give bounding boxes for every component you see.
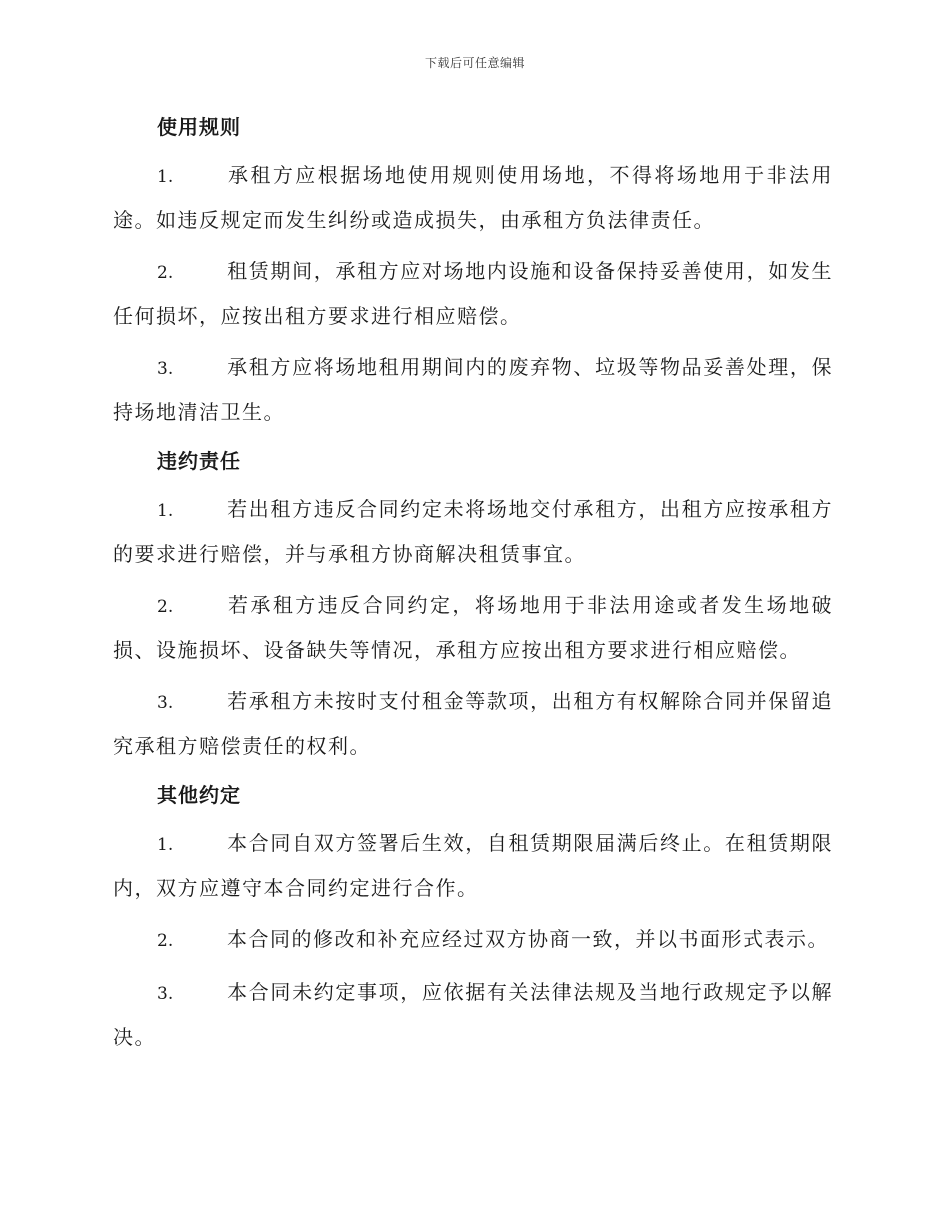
clause [113, 154, 833, 242]
clause-number: 3. [157, 693, 174, 713]
clause-number: 1. [157, 835, 174, 855]
clause-text: 若承租方未按时支付租金等款项，出租方有权解除合同并保留追究承租方赔偿责任的权利。 [113, 689, 833, 758]
clause-text: 承租方应将场地租用期间内的废弃物、垃圾等物品妥善处理，保持场地清洁卫生。 [113, 355, 833, 424]
clause-text: 本合同自双方签署后生效，自租赁期限届满后终止。在租赁期限内，双方应遵守本合同约定进行合作。 [113, 831, 833, 900]
clause-number: 1. [157, 501, 174, 521]
section-usage-rules [113, 108, 833, 434]
clause-text: 若承租方违反合同约定，将场地用于非法用途或者发生场地破损、设施损坏、设备缺失等情况，承租方应按出租方要求进行相应赔偿。 [113, 593, 833, 662]
clause-number: 3. [157, 359, 174, 379]
clause [113, 680, 833, 768]
clause-text: 若出租方违反合同约定未将场地交付承租方，出租方应按承租方的要求进行赔偿，并与承租方协商解决租赁事宜。 [113, 497, 833, 566]
section-breach-liability [113, 442, 833, 768]
clause-text: 本合同未约定事项，应依据有关法律法规及当地行政规定予以解决。 [113, 980, 833, 1049]
section-heading: 其他约定 [157, 783, 241, 807]
section-other-agreements [113, 776, 833, 1059]
clause [113, 488, 833, 576]
section-heading: 使用规则 [157, 115, 241, 139]
clause-number: 1. [157, 167, 174, 187]
clause-text: 本合同的修改和补充应经过双方协商一致，并以书面形式表示。 [227, 927, 829, 951]
clause [113, 250, 833, 338]
clause [113, 822, 833, 910]
clause-number: 2. [157, 597, 174, 617]
section-heading: 违约责任 [157, 449, 241, 473]
clause [113, 346, 833, 434]
clause-number: 3. [157, 984, 174, 1004]
document-body [113, 108, 833, 1067]
clause [113, 918, 833, 963]
clause-text: 承租方应根据场地使用规则使用场地，不得将场地用于非法用途。如违反规定而发生纠纷或造成损失，由承租方负法律责任。 [113, 163, 833, 232]
clause-number: 2. [157, 263, 174, 283]
clause-text: 租赁期间，承租方应对场地内设施和设备保持妥善使用，如发生任何损坏，应按出租方要求进行相应赔偿。 [113, 259, 833, 328]
clause-number: 2. [157, 931, 174, 951]
clause [113, 584, 833, 672]
page-header: 下载后可任意编辑 [424, 56, 525, 70]
clause [113, 971, 833, 1059]
